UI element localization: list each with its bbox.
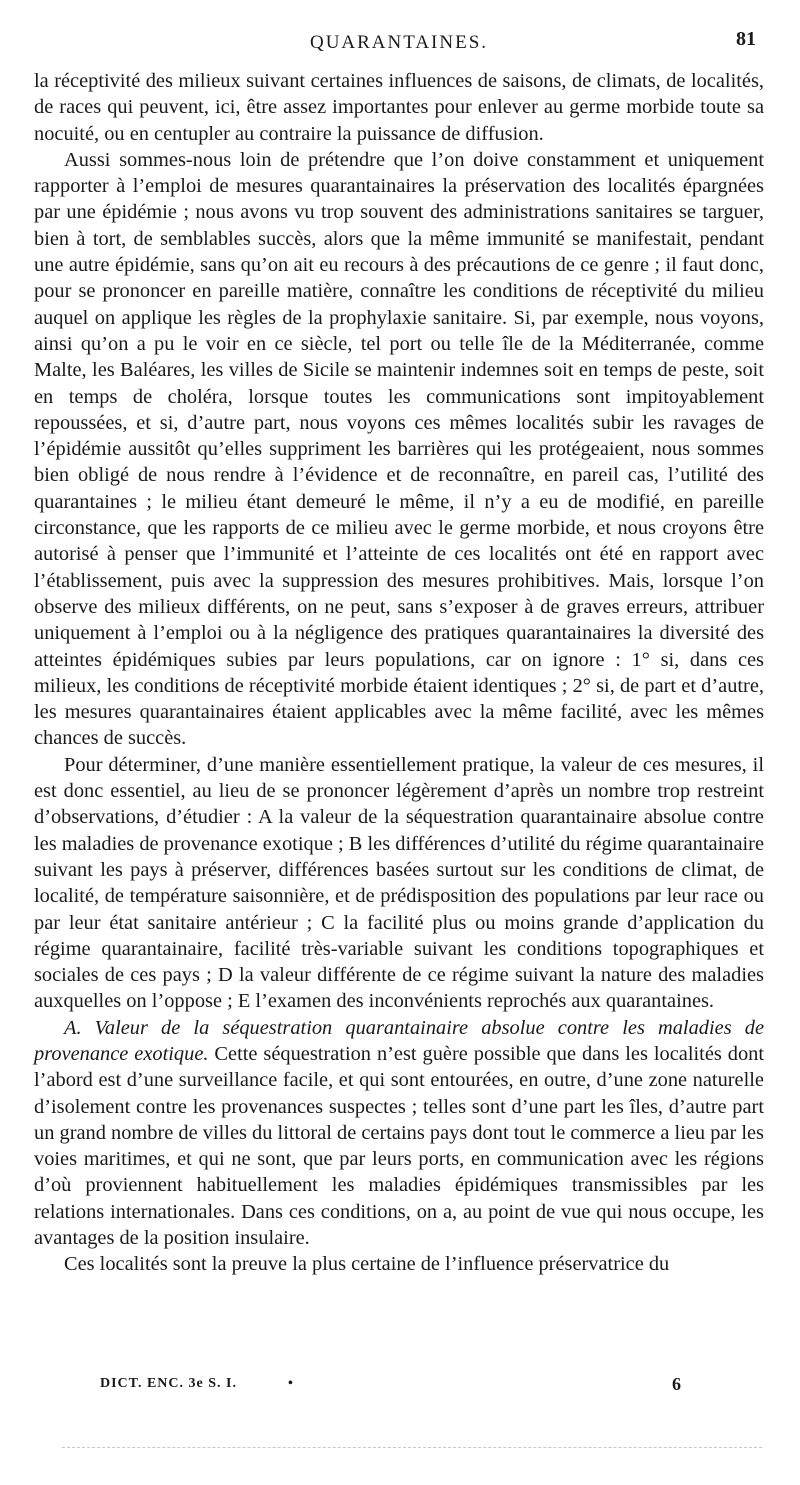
page <box>34 28 764 1278</box>
section-paragraph <box>34 1015 764 1252</box>
paragraph: Aussi sommes-nous loin de prétendre que l’on doive constamment et uniquement rapporter à l’emploi de mesures quarantainaires la préservation des localités épargnées par une épidémie ; nous avons vu trop souvent des administrations sanitaires se targuer, bien à tort, de semblables succès, alors que la même immunité se manifestait, pendant une autre épidémie, sans qu’on ait eu recours à des précautions de ce genre ; il faut donc, pour se prononcer en pareille matière, connaître les conditions de réceptivité du milieu auquel on applique les règles de la prophylaxie sanitaire. Si, par exemple, nous voyons, ainsi qu’on a pu le voir en ce siècle, tel port ou telle île de la Méditerranée, comme Malte, les Baléares, les villes de Sicile se maintenir indemnes soit en temps de peste, soit en temps de choléra, lorsque toutes les communications sont impitoyablement repoussées, et si, d’autre part, nous voyons ces mêmes localités subir les ravages de l’épidémie aussitôt qu’elles suppriment les barrières qui les protégeaient, nous sommes bien obligé de nous rendre à l’évidence et de reconnaître, en pareil cas, l’utilité des quarantaines ; le milieu étant demeuré le même, il n’y a eu de modifié, en pareille circonstance, que les rapports de ce milieu avec le germe morbide, et nous croyons être autorisé à penser que l’immunité et l’atteinte de ces localités ont été en rapport avec l’établissement, puis avec la suppression des mesures prohibitives. Mais, lorsque l’on observe des milieux différents, on ne peut, sans s’exposer à de graves erreurs, attribuer uniquement à l’emploi ou à la négligence des pratiques quarantainaires la diversité des atteintes épidémiques subies par leurs populations, car on ignore : 1° si, dans ces milieux, les conditions de réceptivité morbide étaient identiques ; 2° si, de part et d’autre, les mesures quarantainaires étaient applicables avec la même facilité, avec les mêmes chances de succès. <box>34 148 764 750</box>
paragraph: Pour déterminer, d’une manière essentiellement pratique, la valeur de ces mesures, il est donc essentiel, au lieu de se prononcer légèrement d’après un nombre trop restreint d’observations, d’étudier : A la valeur de la séquestration quarantainaire absolue contre les maladies de provenance exotique ; B les différences d’utilité du régime quarantainaire suivant les pays à préserver, différences basées surtout sur les conditions de climat, de localité, de température saisonnière, et de prédisposition des populations par leur race ou par leur état sanitaire antérieur ; C la facilité plus ou moins grande d’application du régime quarantainaire, facilité très-variable suivant les conditions topographiques et sociales de ces pays ; D la valeur différente de ce régime suivant la nature des maladies auxquelles on l’oppose ; E l’examen des inconvénients reprochés aux quarantaines. <box>34 753 765 1013</box>
signature-mark: • <box>288 1376 293 1391</box>
paragraph: la réceptivité des milieux suivant certaines influences de saisons, de climats, de localités, de races qui peuvent, ici, être assez importantes pour enlever au germe morbide toute sa nocuité, ou en centupler au contraire la puissance de diffusion. <box>34 70 764 145</box>
bleed-through-line <box>62 1447 762 1448</box>
signature-number: 6 <box>672 1374 681 1394</box>
section-heading: A. Valeur de la séquestration quarantainaire absolue contre les maladies de provenance exotique. <box>34 1016 764 1065</box>
page-number: 81 <box>736 28 756 50</box>
printer-signature: DICT. ENC. 3e S. I. <box>100 1376 237 1391</box>
signature-footer <box>100 1376 700 1406</box>
running-head <box>34 28 764 58</box>
body-text <box>34 68 764 1278</box>
running-title: QUARANTAINES. <box>309 32 489 53</box>
paragraph: Ces localités sont la preuve la plus certaine de l’influence préservatrice du <box>64 1253 670 1276</box>
section-text: Cette séquestration n’est guère possible que dans les localités dont l’abord est d’une surveillance facile, et qui sont entourées, en outre, d’une zone naturelle d’isolement contre les provenances suspectes ; telles sont d’une part les îles, d’autre part un grand nombre de villes du littoral de certains pays dont tout le commerce a lieu par les voies maritimes, et qui ne sont, que par leurs ports, en communication avec les régions d’où proviennent habituellement les maladies épidémiques transmissibles par les relations internationales. Dans ces conditions, on a, au point de vue qui nous occupe, les avantages de la position insulaire. <box>34 1042 765 1250</box>
